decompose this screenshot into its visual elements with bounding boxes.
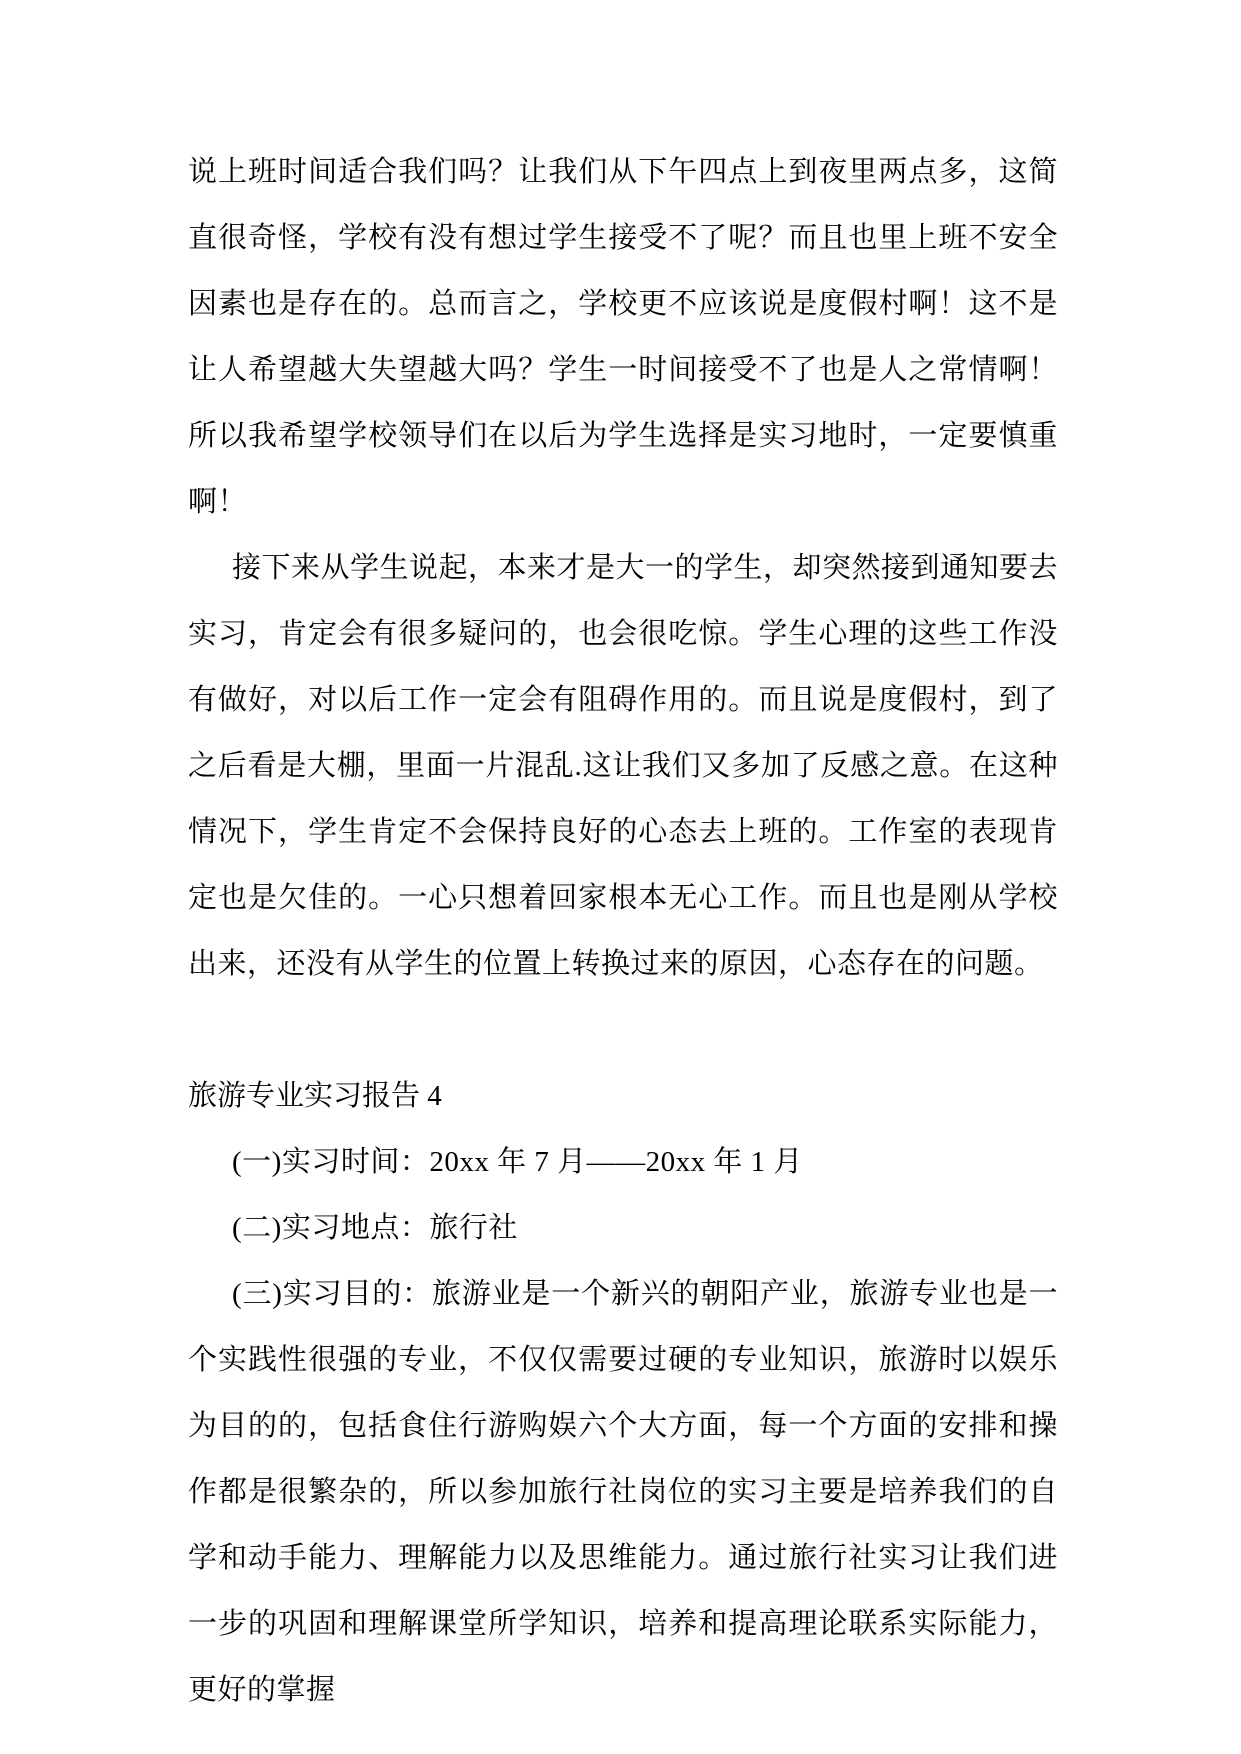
section-heading: 旅游专业实习报告 4: [188, 1080, 442, 1112]
section-item-time: (一)实习时间：20xx 年 7 月——20xx 年 1 月: [232, 1146, 803, 1178]
body-paragraph-continued: 说上班时间适合我们吗？让我们从下午四点上到夜里两点多，这简直很奇怪，学校有没有想过学生接受不了呢？而且也里上班不安全因素也是存在的。总而言之，学校更不应该说是度假村啊！这不是让人希望越大失望越大吗？学生一时间接受不了也是人之常情啊！所以我希望学校领导们在以后为学生选择是实习地时，一定要慎重啊！: [188, 156, 1058, 518]
section-item-purpose: (三)实习目的：旅游业是一个新兴的朝阳产业，旅游专业也是一个实践性很强的专业，不仅仅需要过硬的专业知识，旅游时以娱乐为目的的，包括食住行游购娱六个大方面，每一个方面的安排和操作都是很繁杂的，所以参加旅行社岗位的实习主要是培养我们的自学和动手能力、理解能力以及思维能力。通过旅行社实习让我们进一步的巩固和理解课堂所学知识，培养和提高理论联系实际能力，更好的掌握: [188, 1278, 1058, 1706]
body-paragraph: 接下来从学生说起，本来才是大一的学生，却突然接到通知要去实习，肯定会有很多疑问的，也会很吃惊。学生心理的这些工作没有做好，对以后工作一定会有阻碍作用的。而且说是度假村，到了之后看是大棚，里面一片混乱.这让我们又多加了反感之意。在这种情况下，学生肯定不会保持良好的心态去上班的。工作室的表现肯定也是欠佳的。一心只想着回家根本无心工作。而且也是刚从学校出来，还没有从学生的位置上转换过来的原因，心态存在的问题。: [188, 552, 1059, 980]
section-item-place: (二)实习地点：旅行社: [232, 1212, 518, 1244]
blank-line: [188, 997, 1058, 1063]
